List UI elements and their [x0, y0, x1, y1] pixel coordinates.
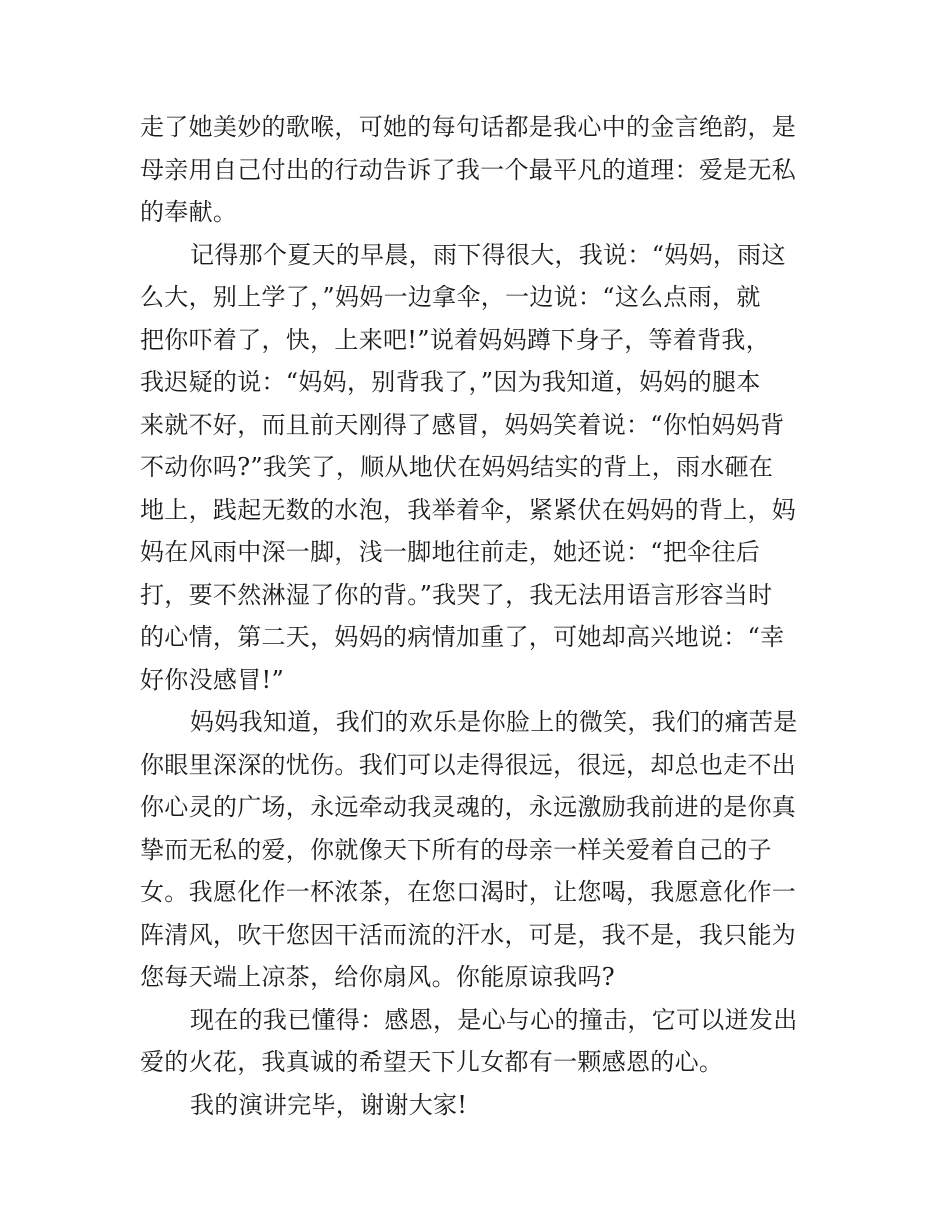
text-line: 您每天端上凉茶，给你扇风。你能原谅我吗?	[140, 963, 615, 991]
text-line: 的奉献。	[140, 198, 238, 226]
text-line: 你眼里深深的忧伤。我们可以走得很远，很远，却总也走不出	[140, 750, 797, 779]
document-page	[140, 106, 812, 1126]
text-line: 女。我愿化作一杯浓茶，在您口渴时，让您喝，我愿意化作一	[140, 878, 797, 906]
text-line: 把你吓着了，快，上来吧!”说着妈妈蹲下身子，等着背我，	[140, 325, 771, 354]
text-line: 你心灵的广场，永远牵动我灵魂的，永远激励我前进的是你真	[140, 793, 797, 821]
text-line: 阵清风，吹干您因干活而流的汗水，可是，我不是，我只能为	[140, 920, 797, 949]
paragraph-3	[140, 701, 812, 999]
text-line: 不动你吗?”我笑了，顺从地伏在妈妈结实的背上，雨水砸在	[140, 453, 774, 481]
text-line: 么大，别上学了，”妈妈一边拿伞，一边说：“这么点雨，就	[140, 283, 761, 311]
paragraph-4	[140, 999, 812, 1084]
paragraph-1	[140, 106, 812, 234]
text-line: 记得那个夏天的早晨，雨下得很大，我说：“妈妈，雨这	[190, 240, 786, 269]
text-line: 打，要不然淋湿了你的背。”我哭了，我无法用语言形容当时	[140, 580, 773, 609]
text-line: 地上，践起无数的水泡，我举着伞，紧紧伏在妈妈的背上，妈	[140, 495, 797, 524]
text-line: 妈在风雨中深一脚，浅一脚地往前走，她还说：“把伞往后	[140, 538, 761, 566]
text-line: 爱的火花，我真诚的希望天下儿女都有一颗感恩的心。	[140, 1048, 724, 1076]
text-line: 现在的我已懂得：感恩，是心与心的撞击，它可以迸发出	[190, 1005, 798, 1034]
closing-line: 我的演讲完毕，谢谢大家!	[190, 1090, 468, 1119]
text-line: 的心情，第二天，妈妈的病情加重了，可她却高兴地说：“幸	[140, 623, 785, 651]
text-line: 我迟疑的说：“妈妈，别背我了，”因为我知道，妈妈的腿本	[140, 368, 761, 396]
paragraph-5	[140, 1084, 812, 1127]
text-line: 走了她美妙的歌喉，可她的每句话都是我心中的金言绝韵，是	[140, 113, 797, 141]
text-line: 妈妈我知道，我们的欢乐是你脸上的微笑，我们的痛苦是	[190, 708, 798, 736]
text-line: 挚而无私的爱，你就像天下所有的母亲一样关爱着自己的子	[140, 835, 772, 864]
text-line: 好你没感冒!”	[140, 665, 285, 694]
text-line: 来就不好，而且前天刚得了感冒，妈妈笑着说：“你怕妈妈背	[140, 410, 785, 439]
text-line: 母亲用自己付出的行动告诉了我一个最平凡的道理：爱是无私	[140, 155, 797, 184]
paragraph-2	[140, 234, 812, 702]
